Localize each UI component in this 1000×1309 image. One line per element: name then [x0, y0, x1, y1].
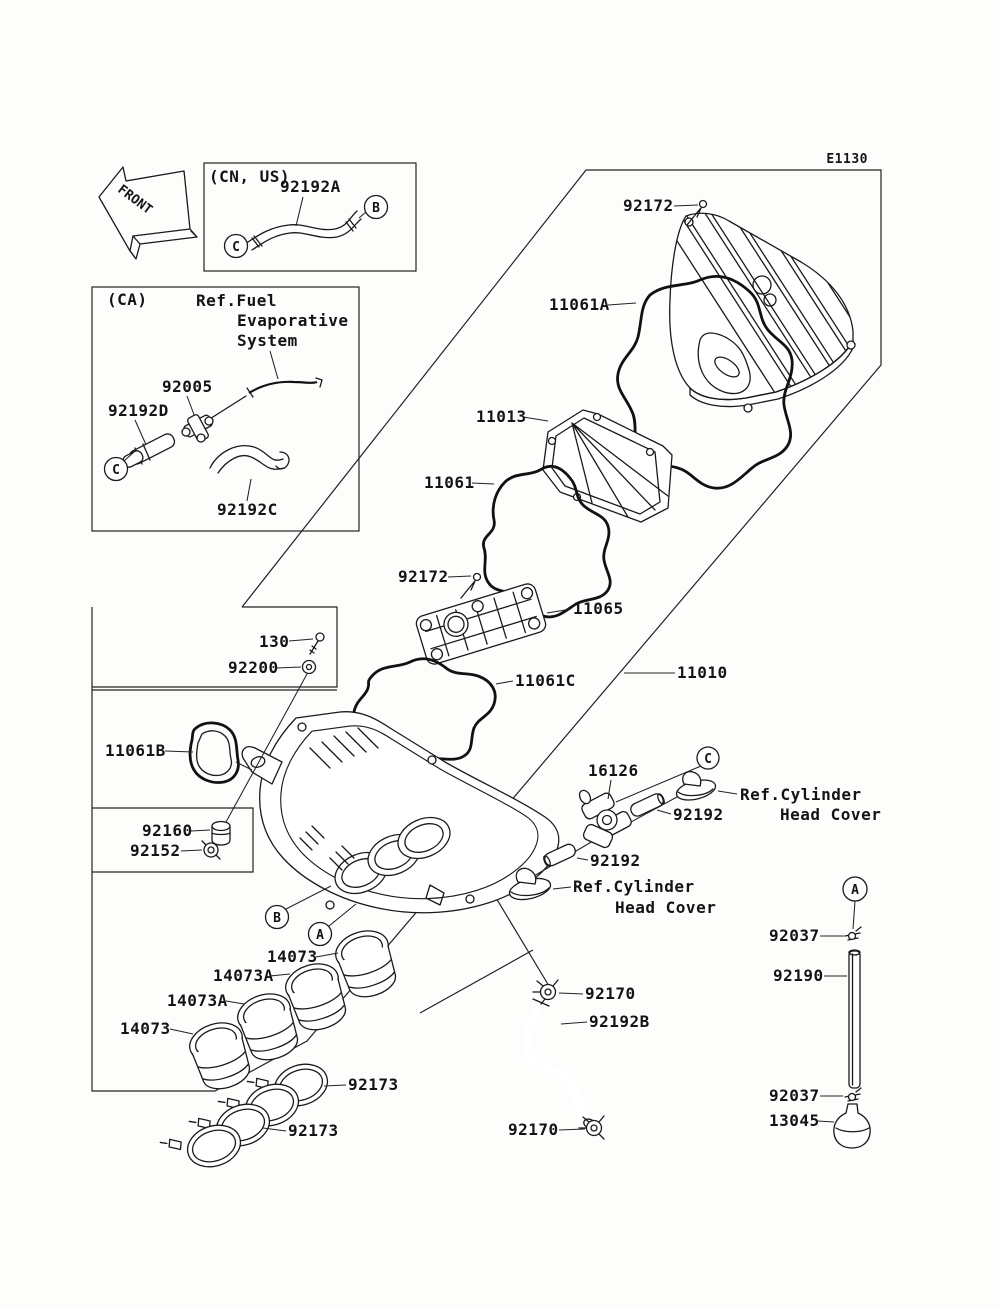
hose-92192a-label: 92192A — [280, 177, 341, 196]
cn-us-region-label: (CN, US) — [209, 167, 291, 186]
front-arrow — [99, 167, 197, 259]
leader-11061 — [472, 483, 494, 484]
label-14073a-2: 14073A — [167, 991, 228, 1010]
frame-left-diagonal — [242, 170, 586, 607]
label-92037-bottom: 92037 — [769, 1086, 820, 1105]
label-92192-lower: 92192 — [590, 851, 641, 870]
bolt-130-shaft — [310, 641, 318, 654]
leader-92192a — [296, 197, 303, 226]
leader-92172-top — [674, 205, 698, 206]
inset-cn-us — [209, 167, 388, 258]
axis-line-ducts — [420, 950, 533, 1013]
leader-14073-2 — [170, 1029, 193, 1034]
connector-letter-a3: A — [851, 883, 859, 898]
label-14073-2: 14073 — [120, 1019, 171, 1038]
label-ref-cyl-lower-1: Ref.Cylinder — [573, 877, 695, 896]
leader-92192-lower — [577, 858, 588, 860]
label-11061a: 11061A — [549, 295, 610, 314]
connector-letter-b: B — [372, 201, 380, 216]
label-ref-cyl-upper-2: Head Cover — [780, 805, 882, 824]
label-92170-bottom: 92170 — [508, 1120, 559, 1139]
label-92173-2: 92173 — [288, 1121, 339, 1140]
label-92172-mid: 92172 — [398, 567, 449, 586]
label-92170-top: 92170 — [585, 984, 636, 1003]
ca-ref-line1: Ref.Fuel — [196, 291, 278, 310]
label-14073a-1: 14073A — [213, 966, 274, 985]
front-arrow-shadow — [130, 229, 197, 259]
inset-box-bolt — [92, 607, 337, 687]
leader-circle-b — [359, 212, 366, 218]
label-11065: 11065 — [573, 599, 624, 618]
air-cleaner-cover — [648, 176, 918, 413]
screw-92172-mid — [474, 574, 481, 581]
label-92200: 92200 — [228, 658, 279, 677]
label-92172-top: 92172 — [623, 196, 674, 215]
leader-evap-hose — [270, 351, 278, 379]
label-11061c: 11061C — [515, 671, 576, 690]
label-14073-1: 14073 — [267, 947, 318, 966]
cover-bolt-2 — [744, 404, 752, 412]
leader-92170-top — [559, 993, 583, 994]
screw-92172-top — [700, 201, 707, 208]
inset-ca — [105, 290, 349, 519]
airbox-boss-2 — [428, 756, 436, 764]
label-92192-upper: 92192 — [673, 805, 724, 824]
element-screw-1 — [549, 438, 556, 445]
label-11061: 11061 — [424, 473, 475, 492]
label-13045: 13045 — [769, 1111, 820, 1130]
separator-13045 — [834, 1104, 870, 1148]
airbox-boss-1 — [298, 723, 306, 731]
leader-92200 — [277, 667, 301, 668]
leader-circle-b2 — [286, 886, 331, 909]
label-92190: 92190 — [773, 966, 824, 985]
leader-130 — [289, 639, 313, 641]
leader-92192d — [135, 420, 147, 447]
leader-92192b — [561, 1022, 587, 1024]
leader-11061c — [496, 681, 513, 684]
label-92160: 92160 — [142, 821, 193, 840]
label-92192b: 92192B — [589, 1012, 650, 1031]
bolt-130-head — [316, 633, 324, 641]
page-code: E1130 — [826, 152, 868, 167]
element-11013 — [543, 410, 672, 522]
hose-92192c-core — [214, 451, 281, 470]
drain-hose-group — [527, 980, 604, 1139]
leader-14073-1 — [316, 953, 338, 957]
grommet-top — [212, 822, 230, 831]
ca-ref-line3: System — [237, 331, 298, 350]
element-outline — [543, 410, 672, 522]
air-box-body — [242, 712, 559, 913]
evap-hose — [249, 382, 317, 393]
label-130: 130 — [259, 632, 290, 651]
washer-92200-outer — [303, 661, 316, 674]
leader-ref-cyl-upper — [718, 791, 737, 794]
leader-11061a — [608, 303, 636, 305]
leader-11013 — [523, 417, 548, 421]
label-ref-cyl-upper-1: Ref.Cylinder — [740, 785, 862, 804]
hose-92192c-label: 92192C — [217, 500, 278, 519]
plate-11065 — [414, 582, 547, 666]
connector-letter-a2: A — [316, 928, 324, 943]
leader-ref-cyl-lower — [553, 887, 571, 889]
leader-92170-bottom — [559, 1129, 585, 1130]
ca-region-label: (CA) — [107, 290, 148, 309]
tube-92190 — [849, 950, 860, 1088]
leader-14073a-2 — [226, 1001, 244, 1004]
head-cover-fitting-upper — [674, 772, 717, 804]
element-screw-2 — [594, 414, 601, 421]
cover-bolt-3 — [847, 341, 855, 349]
airbox-boss-3 — [466, 895, 474, 903]
leader-92192-upper — [657, 810, 671, 814]
element-screw-3 — [647, 449, 654, 456]
leader-92172-mid — [448, 576, 471, 577]
ca-ref-line2: Evaporative — [237, 311, 349, 330]
label-16126: 16126 — [588, 761, 639, 780]
valve-16126 — [577, 788, 633, 849]
label-92173-1: 92173 — [348, 1075, 399, 1094]
tee-92005 — [182, 414, 213, 443]
tee-92005-label: 92005 — [162, 377, 213, 396]
joint-92192-upper — [629, 792, 666, 818]
leader-92152 — [181, 850, 202, 851]
hose-92192d-label: 92192D — [108, 401, 169, 420]
connector-letter-c3: C — [704, 752, 712, 767]
label-92152: 92152 — [130, 841, 181, 860]
connector-letter-c2: C — [112, 463, 120, 478]
grommet-92160 — [212, 822, 230, 846]
label-ref-cyl-lower-2: Head Cover — [615, 898, 717, 917]
gasket-11061b-inner — [197, 731, 232, 776]
label-11061b: 11061B — [105, 741, 166, 760]
label-11010: 11010 — [677, 663, 728, 682]
screw-92172-mid-shaft — [461, 581, 475, 598]
tube-92192d — [121, 432, 176, 469]
clamp-92037-bottom — [845, 1088, 861, 1101]
label-11013: 11013 — [476, 407, 527, 426]
connector-letter-b2: B — [273, 911, 281, 926]
hose-92192b-core — [527, 1003, 590, 1122]
front-arrow-label: FRONT — [114, 182, 155, 218]
leader-circle-a3 — [853, 901, 855, 929]
connector-letter-c1: C — [232, 240, 240, 255]
airbox-outline — [260, 712, 559, 913]
airbox-boss-4 — [326, 901, 334, 909]
vent-tube-group — [834, 877, 870, 1148]
leader-92192c — [247, 479, 251, 501]
leader-13045 — [818, 1121, 834, 1122]
label-92037-top: 92037 — [769, 926, 820, 945]
leader-92160 — [191, 830, 210, 831]
